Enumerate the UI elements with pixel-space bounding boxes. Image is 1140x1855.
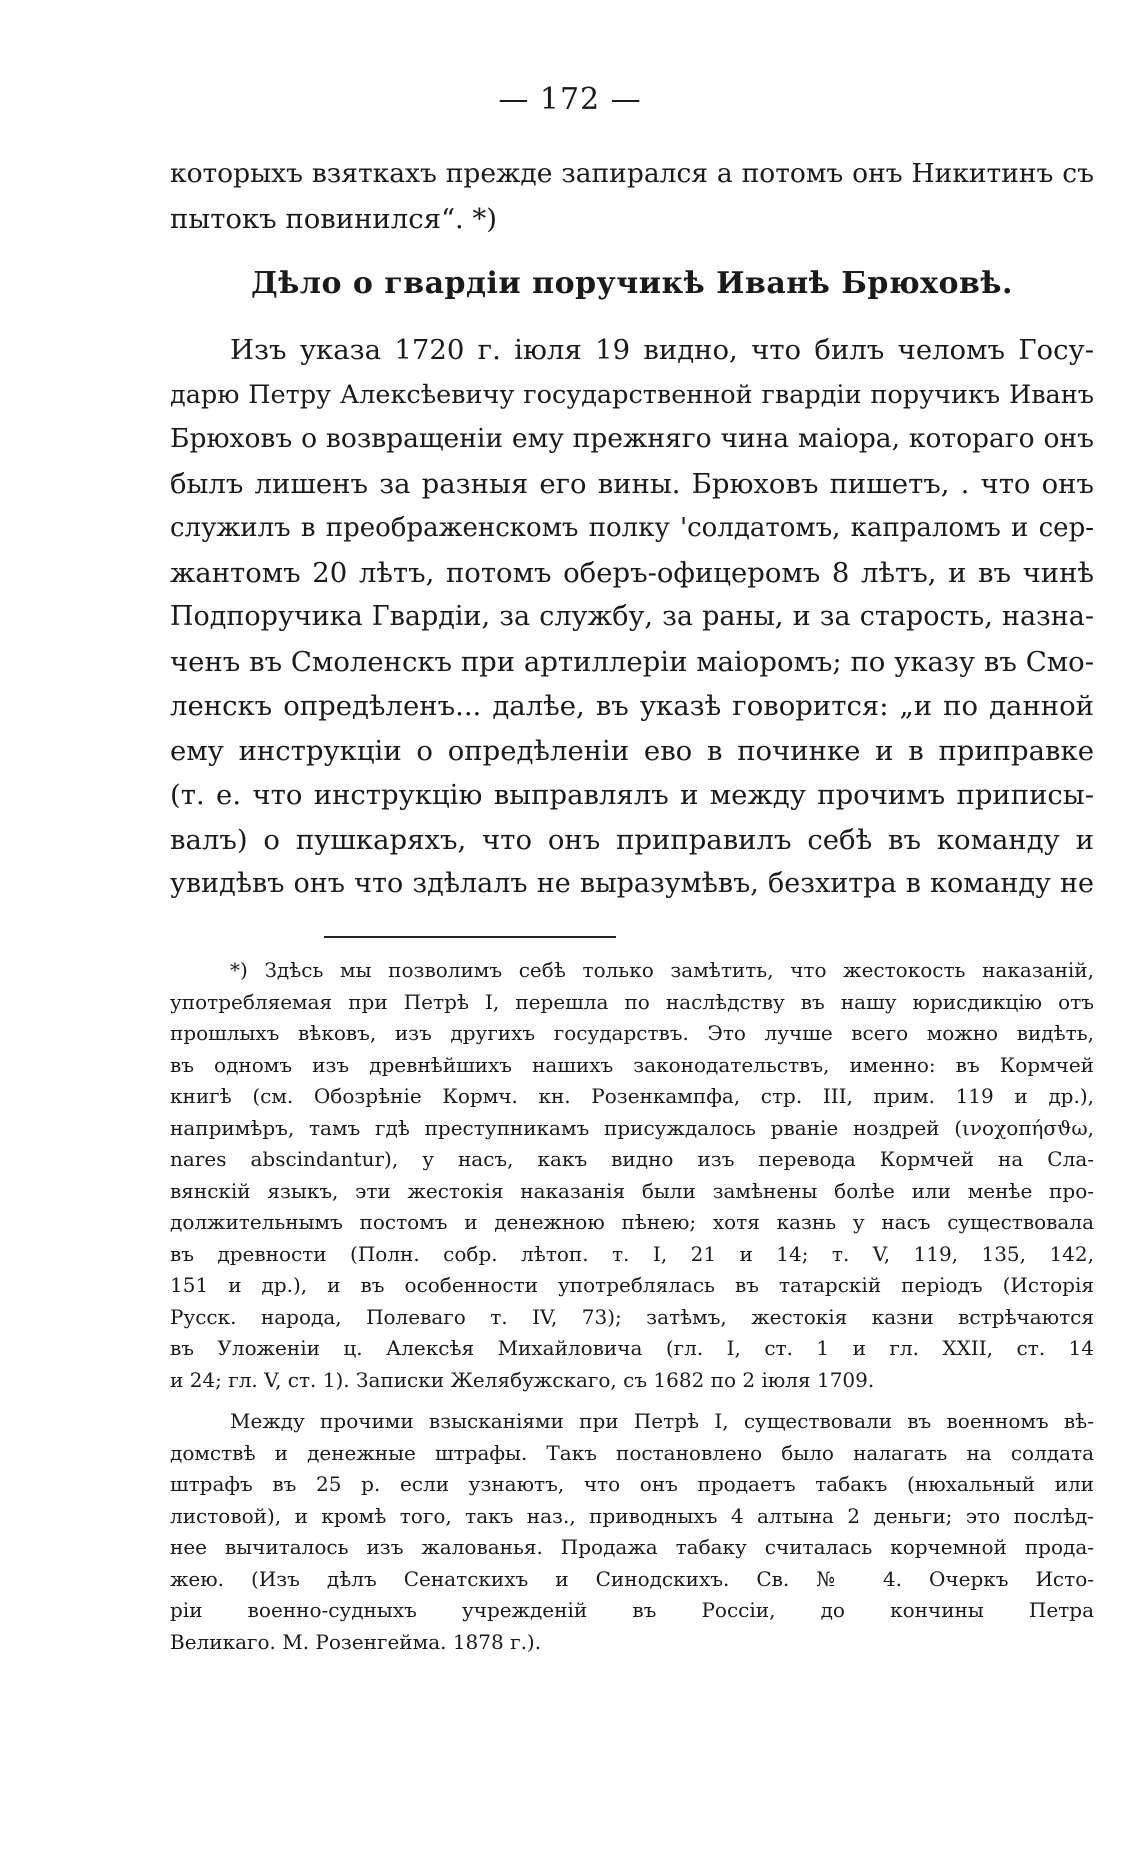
text-line: пытокъ повинился“. *) — [170, 202, 498, 235]
footnote-line: напримѣръ, тамъ гдѣ преступникамъ присуждалось рваніе ноздрей (ινοχοπήσϑω, — [170, 1115, 1094, 1140]
footnote-line: нее вычиталось изъ жалованья. Продажа табаку считалась корчемной прода- — [170, 1535, 1094, 1559]
footnote-line: листовой), и кромѣ того, такъ наз., приводныхъ 4 алтына 2 деньги; это послѣд- — [170, 1503, 1094, 1528]
footnote-line: въ одномъ изъ древнѣйшихъ нашихъ законодательствъ, именно: въ Кормчей — [170, 1052, 1094, 1077]
footnote-paragraph-1 — [170, 955, 1094, 1396]
footnote-line: Великаго. М. Розенгейма. 1878 г.). — [170, 1629, 542, 1654]
footnote-line: прошлыхъ вѣковъ, изъ другихъ государствъ. Это лучше всего можно видѣть, — [170, 1021, 1094, 1045]
text-line: Брюховъ о возвращеніи ему прежняго чина маіора, котораго онъ — [170, 423, 1094, 454]
footnote-line: штрафъ въ 25 р. если узнаютъ, что онъ продаетъ табакъ (нюхальный или — [170, 1472, 1094, 1496]
text-line: дарю Петру Алексѣевичу государственной гвардіи поручикъ Иванъ — [170, 379, 1094, 410]
section-heading: Дѣло о гвардіи поручикѣ Иванѣ Брюховѣ. — [251, 266, 1013, 301]
footnote-line: жею. (Изъ дѣлъ Сенатскихъ и Синодскихъ. Св. № 4. Очеркъ Исто- — [170, 1566, 1094, 1591]
footnote-line: ріи военно-судныхъ учрежденій въ Россіи, до кончины Петра — [170, 1598, 1094, 1622]
footnote-line: домствѣ и денежные штрафы. Такъ постановлено было налагать на солдата — [170, 1440, 1094, 1465]
continued-text — [170, 152, 1094, 241]
text-line: Изъ указа 1720 г. іюля 19 видно, что билъ челомъ Госу- — [230, 334, 1094, 366]
footnote-paragraph-2 — [170, 1406, 1094, 1658]
text-line: увидѣвъ онъ что здѣлалъ не выразумѣвъ, безхитра в команду не — [170, 868, 1094, 899]
text-line: которыхъ взяткахъ прежде запирался а потомъ онъ Никитинъ съ — [170, 158, 1094, 189]
text-line: былъ лишенъ за разныя его вины. Брюховъ пишетъ, . что онъ — [170, 467, 1094, 500]
text-line: ленскъ опредѣленъ... далѣе, въ указѣ говорится: „и по данной — [170, 690, 1094, 722]
footnote-line: должительнымъ постомъ и денежною пѣнею; хотя казнь у насъ существовала — [170, 1210, 1094, 1234]
footnote-line: употребляемая при Петрѣ I, перешла по наслѣдству въ нашу юрисдикцію отъ — [170, 989, 1094, 1014]
footnote-line: въ Уложеніи ц. Алексѣя Михайловича (гл. I, ст. 1 и гл. XXII, ст. 14 — [170, 1336, 1094, 1360]
text-line: жантомъ 20 лѣтъ, потомъ оберъ-офицеромъ 8 лѣтъ, и въ чинѣ — [170, 556, 1094, 589]
footnote-line: 151 и др.), и въ особенности употреблялась въ татарскій періодъ (Исторія — [170, 1273, 1094, 1297]
text-line: ему инструкціи о опредѣленіи ево в починке и в приправке — [170, 734, 1094, 767]
footnote-line: въ древности (Полн. собр. лѣтоп. т. I, 21 и 14; т. V, 119, 135, 142, — [170, 1241, 1094, 1266]
footnote-line: Русск. народа, Полеваго т. IV, 73); затѣмъ, жестокія казни встрѣчаются — [170, 1304, 1094, 1329]
text-line: валъ) о пушкаряхъ, что онъ приправилъ себѣ въ команду и — [170, 823, 1094, 856]
footnote — [170, 955, 1094, 1658]
footnote-line: *) Здѣсь мы позволимъ себѣ только замѣтить, что жестокость наказаній, — [230, 958, 1094, 982]
text-line: служилъ в преображенскомъ полку 'солдатомъ, капраломъ и сер- — [170, 513, 1094, 543]
footnote-line: книгѣ (см. Обозрѣніе Кормч. кн. Розенкампфа, стр. III, прим. 119 и др.), — [170, 1084, 1094, 1108]
footnote-line: и 24; гл. V, ст. 1). Записки Желябужскаго, съ 1682 по 2 іюля 1709. — [170, 1367, 875, 1392]
footnote-separator — [324, 936, 616, 938]
footnote-line: Между прочими взысканіями при Петрѣ I, существовали въ военномъ вѣ- — [230, 1409, 1094, 1433]
body-paragraph — [170, 328, 1094, 907]
page-number: — 172 — — [498, 82, 642, 117]
text-line: (т. е. что инструкцію выправлялъ и между прочимъ приписы- — [170, 779, 1094, 811]
footnote-line: nares abscindantur), у насъ, какъ видно изъ перевода Кормчей на Сла- — [170, 1147, 1094, 1171]
text-line: Подпоручика Гвардіи, за службу, за раны, и за старость, назна- — [170, 601, 1094, 632]
text-line: ченъ въ Смоленскъ при артиллеріи маіоромъ; по указу въ Смо- — [170, 645, 1094, 678]
footnote-line: вянскій языкъ, эти жестокія наказанія были замѣнены болѣе или менѣе про- — [170, 1178, 1094, 1203]
